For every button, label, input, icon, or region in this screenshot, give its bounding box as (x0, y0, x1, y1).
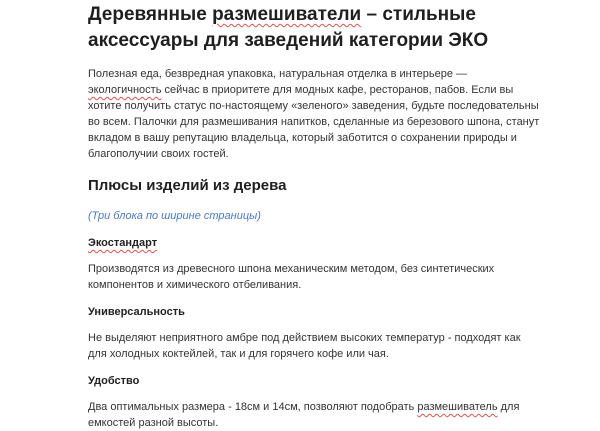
section-heading-ecostandard-text: Экостандарт (88, 237, 158, 249)
section-heading-universality: Универсальность (88, 306, 185, 318)
convenience-part-3: для емкостей разной высоты. (88, 401, 520, 429)
title-misspelled-word: размешиватели (212, 4, 362, 25)
intro-misspelled-word: экологичность (88, 84, 162, 96)
title-part-3: – стильные аксессуары для заведений категории ЭКО (88, 4, 489, 51)
intro-part-3: сейчас в приоритете для модных кафе, ресторанов, пабов. Если вы хотите получить статус по-настоящему «зеленого» заведения, будьте последовательны во всем. Палочки для размешивания напитков, сделанные из березового шпона, станут вкладом в вашу репутацию владельца, который заботится о сохранении природы и благополучии своих гостей. (88, 84, 540, 160)
title-part-1: Деревянные (88, 4, 213, 25)
intro-paragraph (88, 66, 540, 162)
convenience-misspelled-word: размешиватель (417, 401, 498, 413)
convenience-part-1: Два оптимальных размера - 18см и 14см, позволяют подобрать (88, 401, 418, 413)
section-heading-convenience: Удобство (88, 375, 140, 387)
section-heading-ecostandard (88, 235, 540, 251)
section-text-convenience (88, 399, 540, 431)
section-text-ecostandard: Производятся из древесного шпона механическим методом, без синтетических компонентов и химического отбеливания. (88, 263, 495, 291)
benefits-heading: Плюсы изделий из дерева (88, 177, 287, 194)
layout-note: (Три блока по ширине страницы) (88, 210, 261, 222)
intro-part-1: Полезная еда, безвредная упаковка, натуральная отделка в интерьере — (88, 68, 468, 80)
page-title (88, 0, 540, 54)
section-text-universality: Не выделяют неприятного амбре под действием высоких температур - подходят как для холодных коктейлей, так и для горячего кофе или чая. (88, 332, 521, 360)
